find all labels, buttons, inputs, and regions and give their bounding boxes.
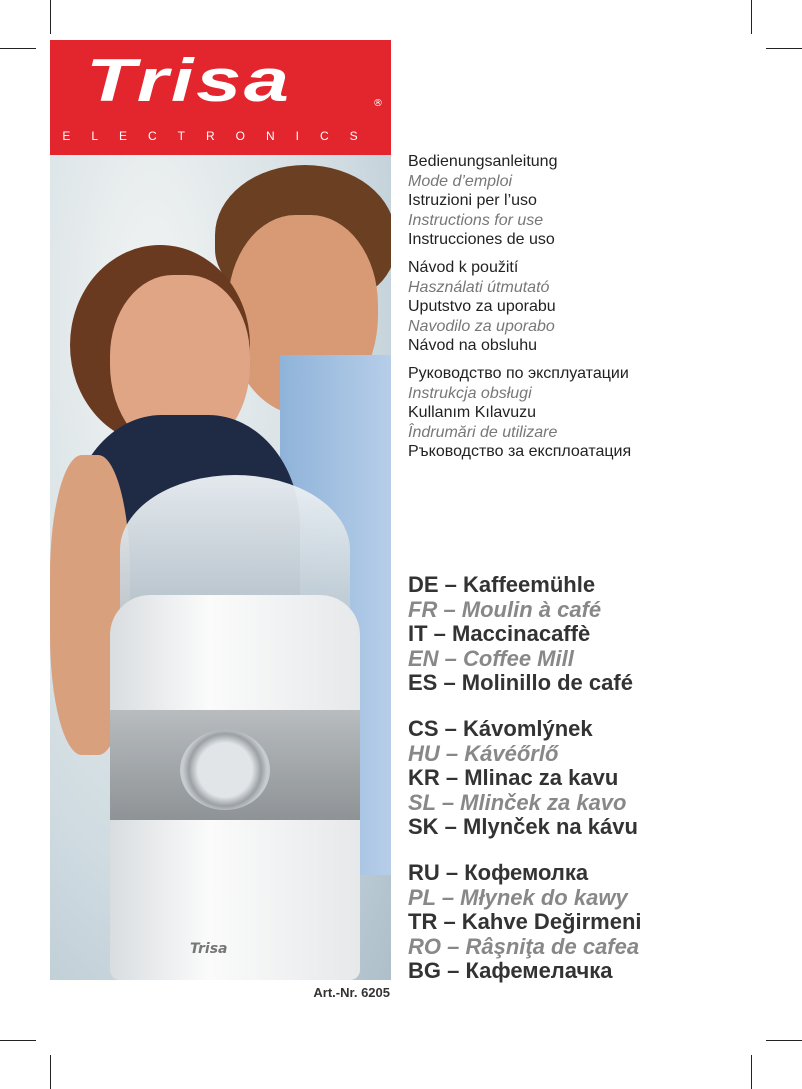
- group-spacer: [408, 840, 642, 861]
- product-name: TR – Kahve Değirmeni: [408, 909, 642, 935]
- product-name: FR – Moulin à café: [408, 596, 602, 622]
- manual-title: Ръководство за експлоатация: [408, 443, 632, 461]
- product-name: SL – Mlinček za kavo: [408, 789, 627, 815]
- manual-title: Mode d’emploi: [408, 172, 513, 190]
- cover-photo: [50, 155, 391, 980]
- brand-logo: Trisa: [86, 47, 292, 114]
- registered-mark: ®: [373, 98, 383, 109]
- product-name: SK – Mlynček na kávu: [408, 814, 638, 840]
- crop-mark: [751, 0, 752, 34]
- product-name: RU – Кофемолка: [408, 859, 589, 885]
- product-name: RO – Râşniţa de cafea: [408, 933, 640, 959]
- manual-titles: [408, 152, 631, 462]
- crop-mark: [50, 0, 51, 34]
- product-name: EN – Coffee Mill: [408, 645, 574, 671]
- crop-mark: [0, 48, 36, 49]
- manual-title: Bedienungsanleitung: [408, 153, 558, 170]
- product-name: CS – Kávomlýnek: [408, 715, 593, 741]
- brand-header: [50, 40, 391, 155]
- crop-mark: [751, 1055, 752, 1089]
- group-spacer: [408, 250, 631, 258]
- manual-title: Îndrumări de utilizare: [408, 423, 558, 441]
- product-names: [408, 573, 642, 984]
- manual-title: Kullanım Kılavuzu: [408, 404, 537, 422]
- group-spacer: [408, 696, 642, 717]
- crop-mark: [766, 1040, 802, 1041]
- manual-title: Navodilo za uporabo: [408, 317, 555, 335]
- brand-subtitle: ELECTRONICS: [62, 129, 379, 143]
- manual-title: Návod k použití: [408, 258, 519, 276]
- product-name: BG – Кафемелачка: [408, 958, 613, 984]
- manual-title: Használati útmutató: [408, 278, 550, 296]
- manual-title: Instructions for use: [408, 211, 544, 229]
- product-name: DE – Kaffeemühle: [408, 572, 596, 597]
- product-logo: Trisa: [190, 941, 228, 957]
- product-name: PL – Młynek do kawy: [408, 884, 628, 910]
- crop-mark: [766, 48, 802, 49]
- manual-title: Uputstvo za uporabu: [408, 298, 556, 316]
- manual-title: Instrukcja obsługi: [408, 384, 532, 402]
- article-number: Art.-Nr. 6205: [313, 985, 390, 1000]
- product-name: KR – Mlinac za kavu: [408, 765, 619, 791]
- product-name: HU – Kávéőrlő: [408, 740, 559, 766]
- manual-title: Instrucciones de uso: [408, 231, 555, 249]
- product-name: IT – Maccinacaffè: [408, 621, 591, 647]
- power-button: [180, 730, 270, 810]
- manual-title: Návod na obsluhu: [408, 337, 537, 355]
- manual-title: Istruzioni per l’uso: [408, 192, 537, 210]
- crop-mark: [0, 1040, 36, 1041]
- group-spacer: [408, 356, 631, 364]
- manual-title: Руководство по эксплуатации: [408, 364, 629, 382]
- crop-mark: [50, 1055, 51, 1089]
- product-name: ES – Molinillo de café: [408, 670, 633, 696]
